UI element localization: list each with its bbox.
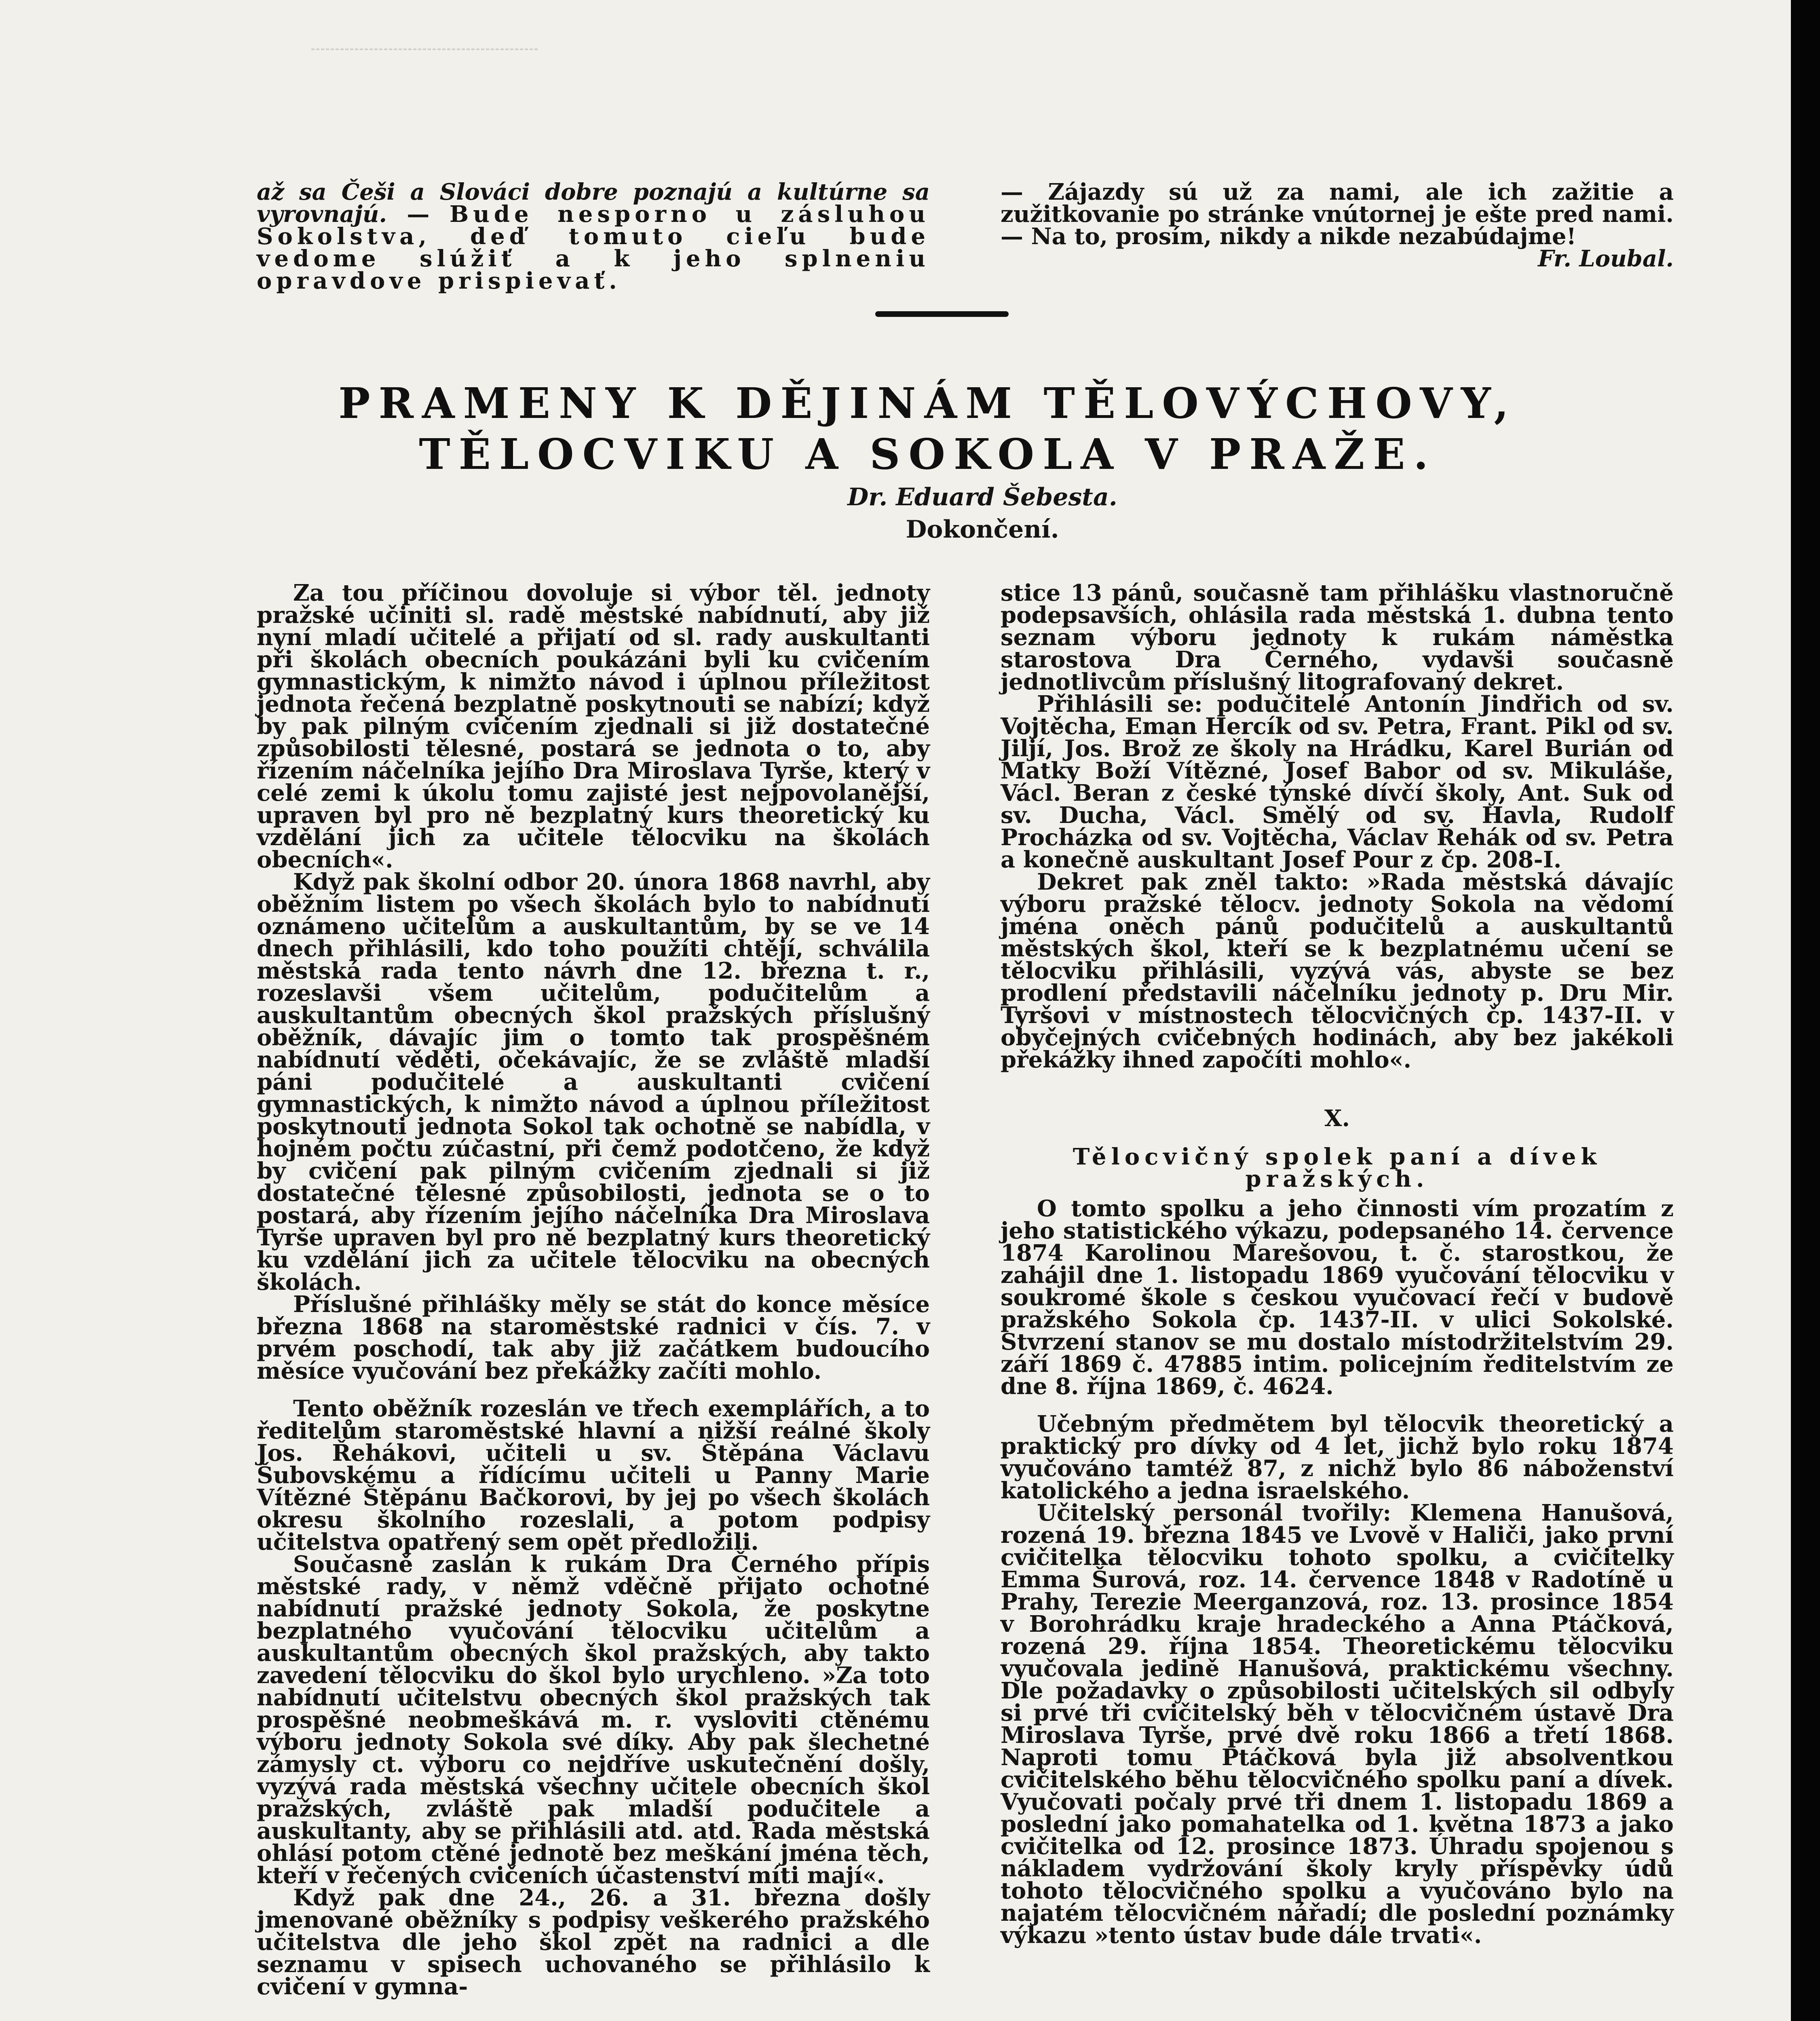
right-paragraph: Učebným předmětem byl tělocvik theoretický a praktický pro dívky od 4 let, jichž bylo roku 1874 vyučováno tamtéž 87, z nichž bylo 86 náboženství katolického a jedna israelského.: [1001, 1411, 1674, 1504]
main-left-column: [257, 582, 930, 1998]
top-left-dash: —: [386, 201, 450, 228]
article-title: [299, 378, 1556, 480]
top-left-spaced: Bude nesporno u zásluhou Sokolstva, deď tomuto cieľu bude vedome slúžiť a k jeho splneniu opravdove prispievať.: [257, 201, 930, 294]
top-left-column: [257, 181, 930, 292]
title-line-2: TĚLOCVIKU A SOKOLA V PRAŽE.: [419, 429, 1437, 479]
main-right-column: [1001, 582, 1674, 1947]
left-paragraph: Příslušné přihlášky měly se stát do konce měsíce března 1868 na staroměstské radnici v čís. 7. v prvém poschodí, tak aby již začátkem budoucího měsíce vyučování bez překážky začíti mohlo.: [257, 1291, 930, 1384]
continued-label: Dokončení.: [906, 515, 1059, 544]
right-paragraph: stice 13 pánů, současně tam přihlášku vlastnoručně podepsavších, ohlásila rada městská 1. dubna tento seznam výboru jednoty k rukám náměstka starostova Dra Černého, vydavši současně jednotlivcům příslušný litografovaný dekret.: [1001, 580, 1674, 695]
right-paragraph: Učitelský personál tvořily: Klemena Hanušová, rozená 19. března 1845 ve Lvově v Haliči, jako první cvičitelka tělocviku tohoto spolku, a cvičitelky Emma Šurová, roz. 14. července 1848 v Radotíně u Prahy, Terezie Meerganzová, roz. 13. prosince 1854 v Borohrádku kraje hradeckého a Anna Ptáčková, rozená 29. října 1854. Theoretickému tělocviku vyučovala jedině Hanušová, praktickému všechny. Dle požadavky o způsobilosti učitelských sil odbyly si prvé tři cvičitelský běh v tělocvičném ústavě Dra Miroslava Tyrše, prvé dvě roku 1866 a třetí 1868. Naproti tomu Ptáčková byla již absolventkou cvičitelského běhu tělocvičného spolku paní a dívek. Vyučovati počaly prvé tři dnem 1. listopadu 1869 a poslední jako pomahatelka od 1. května 1873 a jako cvičitelka od 12. prosince 1873. Úhradu spojenou s nákladem vydržování školy kryly příspěvky údů tohoto tělocvičného spolku a vyučováno bylo na najatém tělocvičném nářadí; dle poslední poznámky výkazu »tento ústav bude dále trvati«.: [1001, 1500, 1674, 1949]
right-paragraph: Dekret pak zněl takto: »Rada městská dávajíc výboru pražské tělocv. jednoty Sokola na vědomí jména oněch pánů podučitelů a auskultantů městských škol, kteří se k bezplatnému učení se tělocviku přihlásili, vyzývá vás, abyste se bez prodlení představili náčelníku jednoty p. Dru Mir. Tyršovi v místnostech tělocvičných čp. 1437-II. v obyčejných cvičebných hodinách, aby bez jakékoli překážky ihned započíti mohlo«.: [1001, 869, 1674, 1073]
separator-rule: [875, 311, 1009, 317]
scan-border: [1791, 0, 1820, 2021]
left-paragraph: Tento oběžník rozeslán ve třech exemplářích, a to ředitelům staroměstské hlavní a nižší reálné školy Jos. Řehákovi, učiteli u sv. Štěpána Václavu Šubovskému a řídícímu učiteli u Panny Marie Vítězné Štěpánu Bačkorovi, by jej po všech školách okresu školního rozeslali, a potom podpisy učitelstva opatřený sem opět předložili.: [257, 1395, 930, 1555]
right-paragraph: Přihlásili se: podučitelé Antonín Jindřich od sv. Vojtěcha, Eman Hercík od sv. Petra, Frant. Pikl od sv. Jiljí, Jos. Brož ze školy na Hrádku, Karel Burián od Matky Boží Vítězné, Josef Babor od sv. Mikuláše, Václ. Beran z české týnské dívčí školy, Ant. Suk od sv. Ducha, Václ. Smělý od sv. Havla, Rudolf Procházka od sv. Vojtěcha, Václav Řehák od sv. Petra a konečně auskultant Josef Pour z čp. 208-I.: [1001, 691, 1674, 873]
title-line-1: PRAMENY K DĚJINÁM TĚLOVÝCHOVY,: [338, 378, 1517, 428]
top-left-paragraph: [257, 181, 930, 292]
top-left-italic: až sa Češi a Slováci dobre poznajú a kultúrne sa vyrovnajú.: [257, 179, 930, 228]
scan-artifact: [311, 0, 538, 50]
section-number: X.: [1324, 1105, 1350, 1132]
left-paragraph: Současně zaslán k rukám Dra Černého přípis městské rady, v němž vděčně přijato ochotné nabídnutí pražské jednoty Sokola, že poskytne bezplatného vyučování tělocviku učitelům a auskultantům obecných škol pražských, aby takto zavedení tělocviku do škol bylo urychleno. »Za toto nabídnutí učitelstvu obecných škol pražských tak prospěšné neobmeškává m. r. vysloviti ctěnému výboru jednoty Sokola své díky. Aby pak šlechetné zámysly ct. výboru co nejdříve uskutečnění došly, vyzývá rada městská všechny učitele obecních škol pražských, zvláště pak mladší podučitele a auskultanty, aby se přihlásili atd. atd. Rada městská ohlásí potom ctěné jednotě bez meškání jména těch, kteří v řečených cvičeních účastenství míti mají«.: [257, 1551, 930, 1889]
top-right-paragraph: — Zájazdy sú už za nami, ale ich zažitie a zužitkovanie po stránke vnútornej je ešte pred nami. — Na to, prosím, nikdy a nikde nezabúdajme!: [1001, 179, 1674, 250]
left-paragraph: Za tou příčinou dovoluje si výbor těl. jednoty pražské učiniti sl. radě městské nabídnutí, aby již nyní mladí učitelé a přijatí od sl. rady auskultanti při školách obecních poukázáni byli ku cvičením gymnastickým, k nimžto návod i úplnou příležitost jednota řečená bezplatně poskytnouti se nabízí; když by pak pilným cvičením zjednali si již dostatečné způsobilosti tělesné, postará se jednota o to, aby řízením náčelníka jejího Dra Miroslava Tyrše, který v celé zemi k úkolu tomu zajisté jest nejpovolanější, upraven byl pro ně bezplatný kurs theoretický ku vzdělání jich za učitele tělocviku na školách obecních«.: [257, 580, 930, 873]
left-paragraph: Když pak dne 24., 26. a 31. března došly jmenované oběžníky s podpisy veškerého pražského učitelstva dle jeho škol zpět na radnici a dle seznamu v spisech uchovaného se přihlásilo k cvičení v gymna-: [257, 1884, 930, 2000]
top-signature: Fr. Loubal.: [1538, 245, 1674, 272]
top-right-column: [1001, 181, 1674, 270]
article-author: Dr. Eduard Šebesta.: [847, 483, 1117, 511]
section-title: Tělocvičný spolek paní a dívek pražských.: [1073, 1143, 1602, 1192]
left-paragraph: Když pak školní odbor 20. února 1868 navrhl, aby oběžním listem po všech školách bylo to nabídnutí oznámeno učitelům a auskultantům, by se ve 14 dnech přihlásili, kdo toho použíti chtějí, schválila městská rada tento návrh dne 12. března t. r., rozeslavši všem učitelům, podučitelům a auskultantům obecných škol pražských příslušný oběžník, dávajíc jim o tomto tak prospěšném nabídnutí věděti, očekávajíc, že se zvláště mladší páni podučitelé a auskultanti cvičení gymnastických, k nimžto návod a úplnou příležitost poskytnouti jednota Sokol tak ochotně se nabídla, v hojném počtu zúčastní, při čemž podotčeno, že když by cvičení pak pilným cvičením zjednali si již dostatečné tělesné způsobilosti, jednota se o to postará, aby řízením jejího náčelníka Dra Miroslava Tyrše upraven byl pro ně bezplatný kurs theoretický ku vzdělání jich za učitele tělocviku na obecných školách.: [257, 869, 930, 1295]
right-paragraph: O tomto spolku a jeho činnosti vím prozatím z jeho statistického výkazu, podepsaného 14. července 1874 Karolinou Marešovou, t. č. starostkou, že zahájil dne 1. listopadu 1869 vyučování tělocviku v soukromé škole s českou vyučovací řečí v budově pražského Sokola čp. 1437-II. v ulici Sokolské. Stvrzení stanov se mu dostalo místodržitelstvím 29. září 1869 č. 47885 intim. policejním ředitelstvím ze dne 8. října 1869, č. 4624.: [1001, 1195, 1674, 1400]
